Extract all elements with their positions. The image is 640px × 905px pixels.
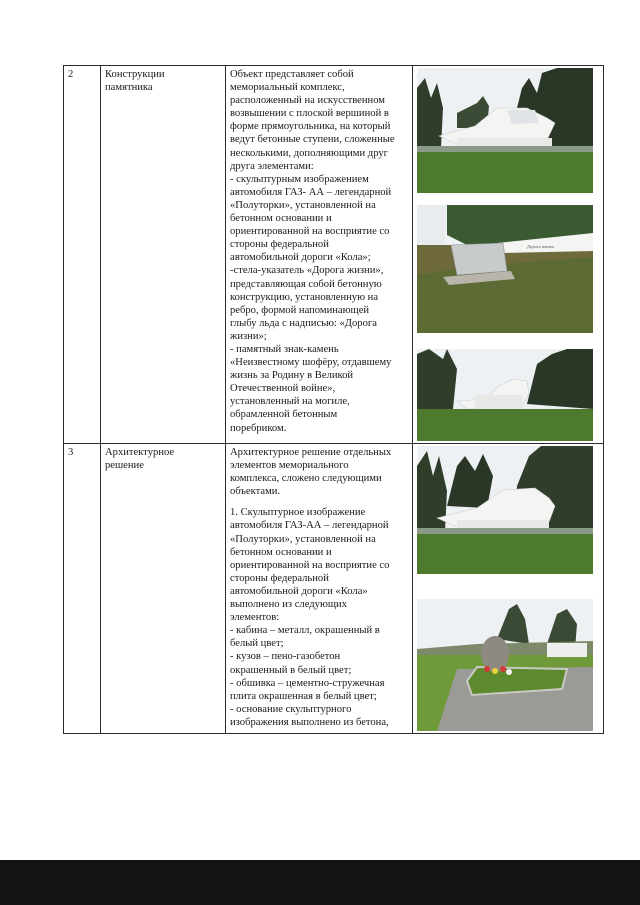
row-number: 3 [64, 444, 101, 734]
photo-memorial-stone [417, 349, 593, 441]
description-paragraph: Архитектурное решение отдельных элементов мемориального комплекса, сложено следующими объектами. [230, 447, 392, 498]
memorial-stone-flowers-image [417, 599, 593, 731]
stele-image [417, 205, 593, 333]
row-description [226, 444, 413, 734]
photo-truck-sculpture [417, 68, 593, 193]
description-paragraph: Объект представляет собой мемориальный комплекс, расположенный на искусственном возвышении с плоской вершиной в форме прямоугольника, на который ведут бетонные ступени, сложенные несколькими, дополняющими друг друга элементами: - скульптурным изображением автомобиля ГАЗ- АА – легендарной «Полуторки», установленной на бетонном основании и ориентированной на восприятие со стороны федеральной автомобильной дороги «Кола»; -стела-указатель «Дорога жизни», представляющая собой бетонную конструкцию, установленную на ребро, формой напоминающей глыбу льда с надписью: «Дорога жизни»; - памятный знак-камень «Неизвестному шофёру, отдавшему жизнь за Родину в Великой Отечественной войне», установленный на могиле, обрамленной бетонным поребриком. [230, 69, 395, 434]
table-row [64, 66, 604, 444]
photo-column [413, 444, 604, 734]
table-row [64, 444, 604, 734]
monument-description-table [63, 65, 604, 734]
stele-inscription: Дорога жизни [527, 244, 554, 249]
memorial-stone-image [417, 349, 593, 441]
truck-sculpture-image-2 [417, 446, 593, 574]
row-number: 2 [64, 66, 101, 444]
photo-truck-sculpture-2 [417, 446, 593, 574]
photo-column [413, 66, 604, 444]
photo-memorial-stone-flowers [417, 599, 593, 731]
row-title: Конструкции памятника [101, 66, 226, 444]
truck-sculpture-image [417, 68, 593, 193]
row-title: Архитектурное решение [101, 444, 226, 734]
scan-bottom-edge [0, 860, 640, 905]
photo-stele [417, 205, 593, 333]
description-paragraph: 1. Скульптурное изображение автомобиля ГАЗ-АА – легендарной «Полуторки», установленной на бетонном основании и ориентированной на восприятие со стороны федеральной автомобильной дороги «Кола» выполнено из следующих элементов: - кабина – металл, окрашенный в белый цвет; - кузов – пено-газобетон окрашенный в белый цвет; - обшивка – цементно-стружечная плита окрашенная в белый цвет; - основание скульптурного изображения выполнено из бетона, [230, 507, 390, 728]
row-description [226, 66, 413, 444]
